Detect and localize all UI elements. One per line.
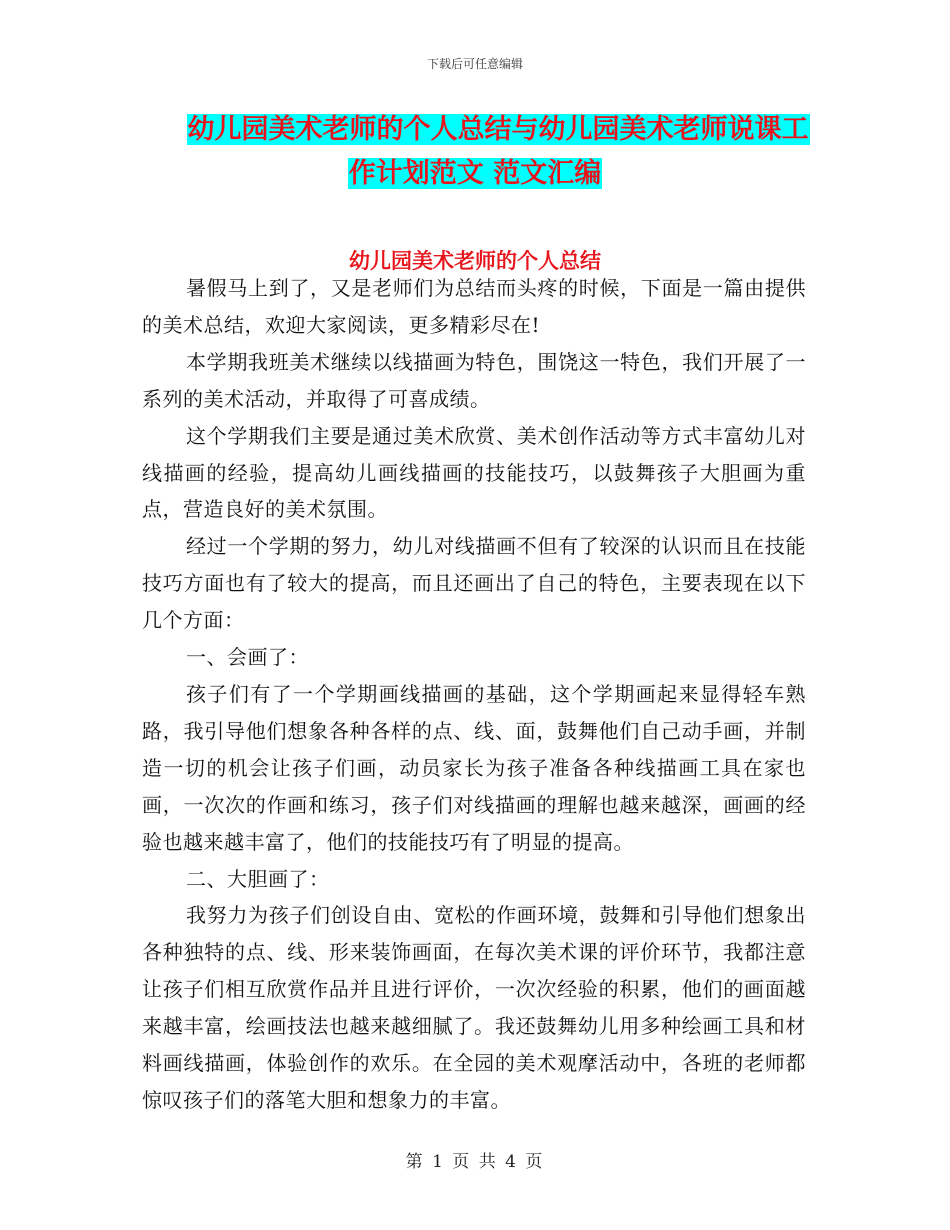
paragraph-methods: 这个学期我们主要是通过美术欣赏、美术创作活动等方式丰富幼儿对线描画的经验，提高幼儿画线描画的技能技巧，以鼓舞孩子大胆画为重点，营造良好的美术氛围。 (142, 423, 806, 522)
document-title-text-1: 幼儿园美术老师的个人总结与幼儿园美术老师说课工 (187, 114, 809, 145)
section-heading: 幼儿园美术老师的个人总结 (349, 249, 601, 273)
document-title-text-2: 作计划范文 范文汇编 (348, 158, 602, 189)
page-number-footer: 第 1 页 共 4 页 (405, 1152, 545, 1172)
paragraph-intro: 暑假马上到了，又是老师们为总结而头疼的时候，下面是一篇由提供的美术总结，欢迎大家阅读，更多精彩尽在! (142, 276, 806, 337)
document-body (142, 270, 806, 1119)
paragraph-results: 经过一个学期的努力，幼儿对线描画不但有了较深的认识而且在技能技巧方面也有了较大的提高，而且还画出了自己的特色，主要表现在以下几个方面： (142, 534, 806, 633)
paragraph-feature: 本学期我班美术继续以线描画为特色，围饶这一特色，我们开展了一系列的美术活动，并取得了可喜成绩。 (142, 349, 806, 411)
document-title-line-2 (0, 157, 950, 191)
subheading-can-draw: 一、会画了： (186, 645, 309, 670)
page-header-note: 下载后可任意编辑 (426, 57, 523, 71)
paragraph-bold-draw: 我努力为孩子们创设自由、宽松的作画环境，鼓舞和引导他们想象出各种独特的点、线、形来装饰画面，在每次美术课的评价环节，我都注意让孩子们相互欣赏作品并且进行评价，一次次经验的积累，他们的画面越来越丰富，绘画技法也越来越细腻了。我还鼓舞幼儿用多种绘画工具和材料画线描画，体验创作的欢乐。在全园的美术观摩活动中，各班的老师都惊叹孩子们的落笔大胆和想象力的丰富。 (142, 903, 806, 1112)
subheading-bold-draw: 二、大胆画了： (186, 866, 330, 891)
document-title-line-1 (23, 113, 950, 147)
paragraph-can-draw: 孩子们有了一个学期画线描画的基础，这个学期画起来显得轻车熟路，我引导他们想象各种各样的点、线、面，鼓舞他们自己动手画，并制造一切的机会让孩子们画，动员家长为孩子准备各种线描画工具在家也画，一次次的作画和练习，孩子们对线描画的理解也越来越深，画画的经验也越来越丰富了，他们的技能技巧有了明显的提高。 (142, 681, 806, 854)
